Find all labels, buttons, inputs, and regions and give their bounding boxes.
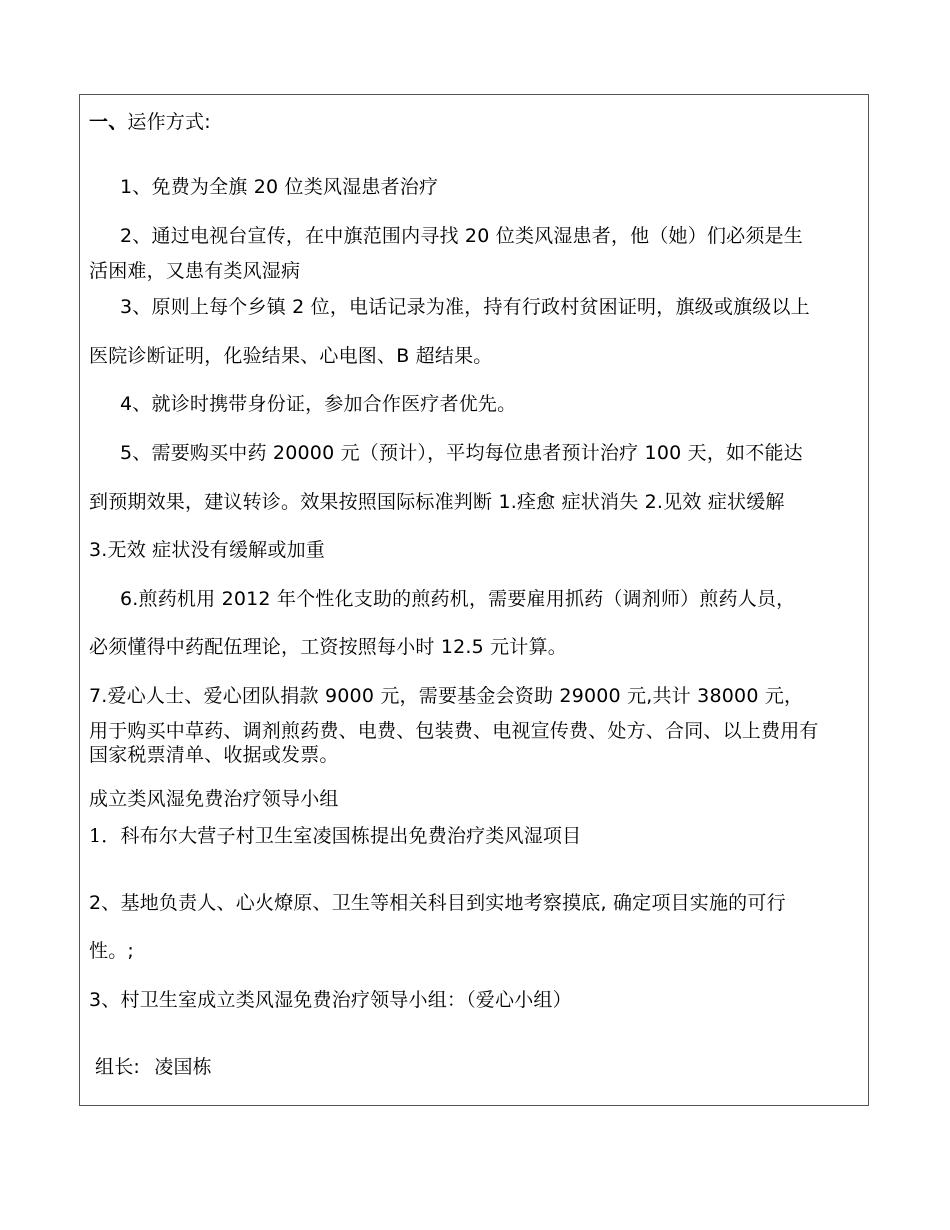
leader-label: 组长: bbox=[95, 1056, 141, 1078]
heading-text: 运作方式: bbox=[127, 111, 211, 133]
group-item-1: 1．科布尔大营子村卫生室凌国栋提出免费治疗类风湿项目 bbox=[89, 825, 582, 847]
item-5-line-1: 5、需要购买中药 20000 元（预计），平均每位患者预计治疗 100 天，如不能达 bbox=[120, 442, 803, 464]
group-title: 成立类风湿免费治疗领导小组 bbox=[89, 788, 339, 810]
item-6-line-2: 必须懂得中药配伍理论，工资按照每小时 12.5 元计算。 bbox=[89, 636, 567, 658]
item-7-line-3: 国家税票清单、收据或发票。 bbox=[89, 744, 339, 766]
leader-line bbox=[95, 1055, 870, 1079]
group-item-2-line-2: 性。; bbox=[89, 940, 135, 962]
item-7-line-2: 用于购买中草药、调剂煎药费、电费、包装费、电视宣传费、处方、合同、以上费用有 bbox=[89, 720, 819, 742]
item-3-line-1: 3、原则上每个乡镇 2 位，电话记录为准，持有行政村贫困证明，旗级或旗级以上 bbox=[120, 296, 810, 318]
item-7-line-1: 7.爱心人士、爱心团队捐款 9000 元，需要基金会资助 29000 元,共计 38000 元， bbox=[89, 685, 804, 707]
item-2-line-2: 活困难，又患有类风湿病 bbox=[89, 260, 301, 282]
item-6-line-1: 6.煎药机用 2012 年个性化支助的煎药机，需要雇用抓药（调剂师）煎药人员， bbox=[120, 588, 796, 610]
heading-prefix: 一、 bbox=[89, 111, 128, 133]
item-2-line-1: 2、通过电视台宣传，在中旗范围内寻找 20 位类风湿患者，他（她）们必须是生 bbox=[120, 225, 803, 247]
item-4: 4、就诊时携带身份证，参加合作医疗者优先。 bbox=[120, 393, 517, 415]
section-heading bbox=[89, 110, 864, 134]
group-item-2-line-1: 2、基地负责人、心火燎原、卫生等相关科目到实地考察摸底, 确定项目实施的可行 bbox=[89, 892, 786, 914]
item-5-line-2: 到预期效果，建议转诊。效果按照国际标准判断 1.痊愈 症状消失 2.见效 症状缓解 bbox=[89, 491, 785, 513]
item-3-line-2: 医院诊断证明，化验结果、心电图、B 超结果。 bbox=[89, 345, 493, 367]
item-5-line-3: 3.无效 症状没有缓解或加重 bbox=[89, 539, 325, 561]
group-item-3: 3、村卫生室成立类风湿免费治疗领导小组：（爱心小组） bbox=[89, 989, 572, 1011]
item-1: 1、免费为全旗 20 位类风湿患者治疗 bbox=[120, 176, 439, 198]
leader-name: 凌国栋 bbox=[154, 1056, 212, 1078]
